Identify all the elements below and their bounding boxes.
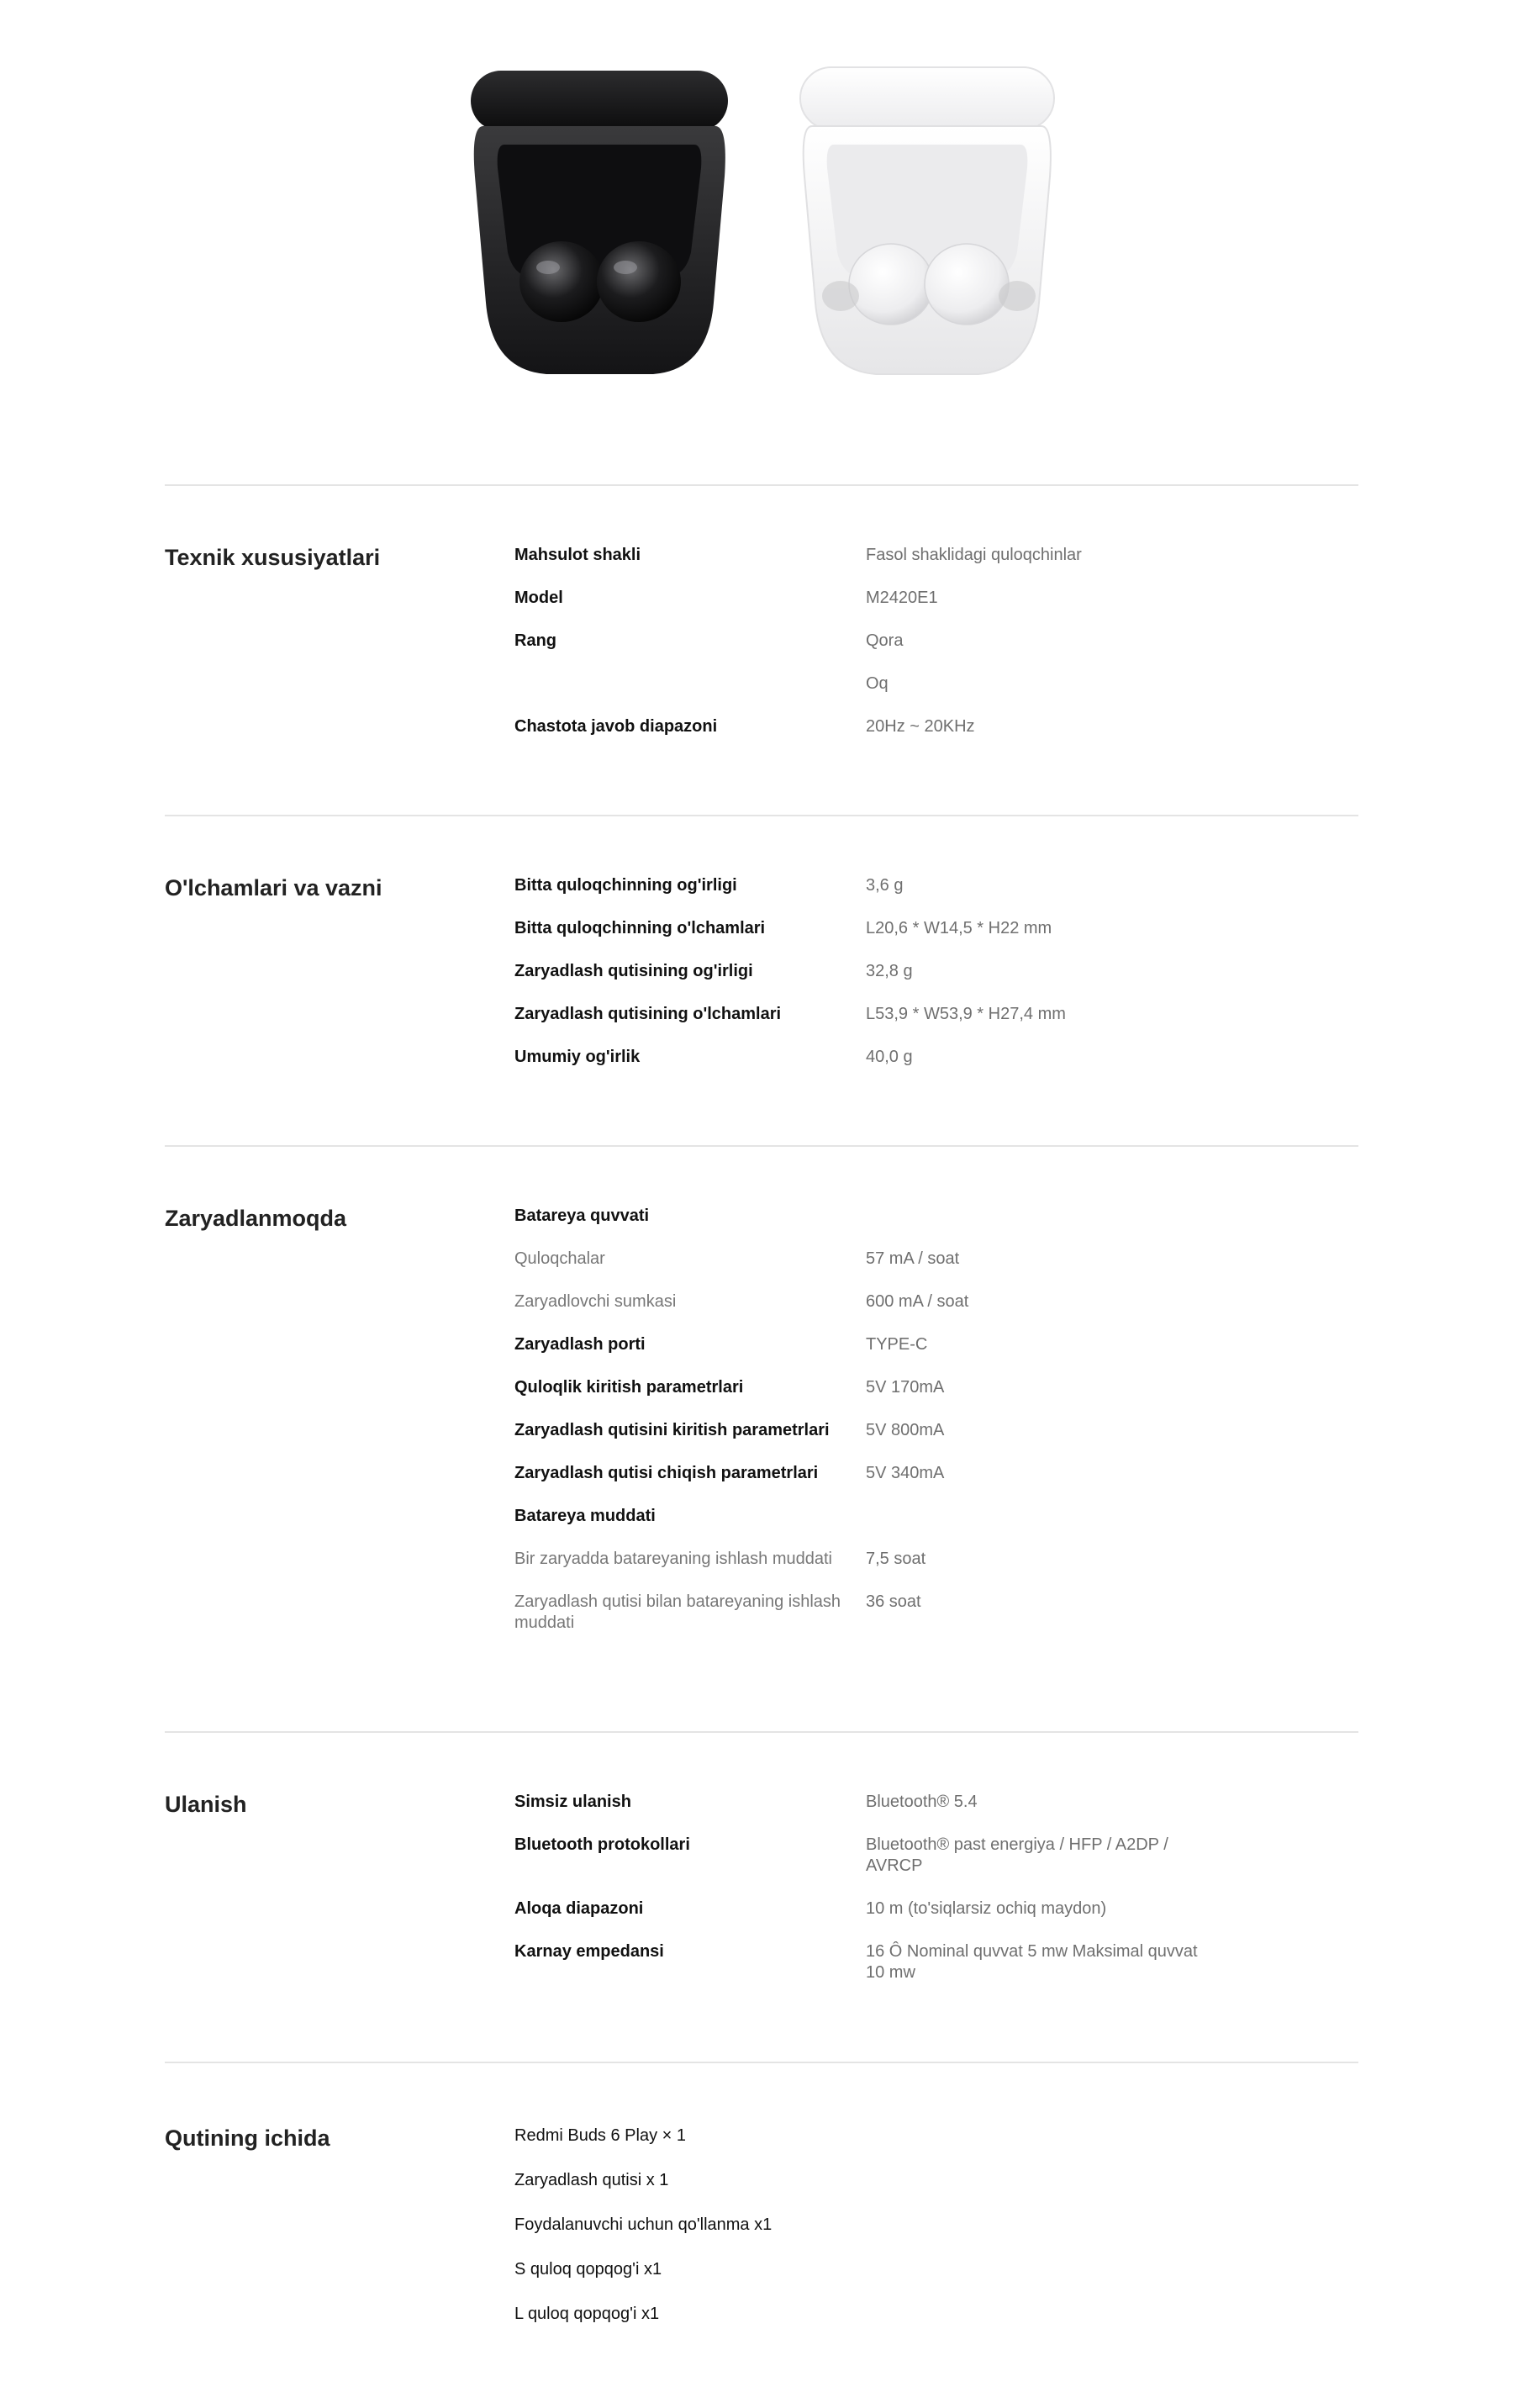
section-title: Texnik xususiyatlari [165,545,381,570]
spec-row [514,1792,1237,1813]
spec-label: Zaryadlash porti [514,1335,646,1354]
spec-list [514,545,1237,737]
spec-label: Model [514,589,563,607]
spec-row [514,631,1237,652]
spec-row [514,716,1237,737]
spec-row [514,545,1237,566]
spec-value: 5V 340mA [866,1464,945,1482]
spec-label: Zaryadlash qutisi chiqish parametrlari [514,1464,819,1482]
spec-label: Rang [514,631,556,650]
spec-label: Zaryadlash qutisining o'lchamlari [514,1005,782,1023]
spec-list [514,875,1237,1068]
spec-row [514,1592,1237,1634]
spec-value: Fasol shaklidagi quloqchinlar [866,546,1082,564]
spec-value: Bluetooth® 5.4 [866,1793,978,1811]
black-earbuds-case-icon [471,71,728,374]
spec-row [514,1506,1237,1527]
spec-value: 16 Ô Nominal quvvat 5 mw Maksimal quvvat 10 mw [866,1942,1198,1982]
spec-value: 7,5 soat [866,1550,926,1568]
spec-label: Bitta quloqchinning og'irligi [514,876,737,895]
spec-value: M2420E1 [866,589,938,607]
spec-value: 57 mA / soat [866,1249,960,1268]
spec-value: 20Hz ~ 20KHz [866,717,975,736]
list-item: S quloq qopqog'i x1 [514,2260,662,2279]
spec-row [514,1377,1237,1398]
spec-row [514,1206,1237,1227]
spec-value: Qora [866,631,904,650]
spec-value: L53,9 * W53,9 * H27,4 mm [866,1005,1066,1023]
spec-value: TYPE-C [866,1335,928,1354]
spec-row [514,1549,1237,1570]
spec-row [514,1463,1237,1484]
spec-label: Zaryadlash qutisi bilan batareyaning ishlash muddati [514,1592,841,1632]
box-contents-list [514,2125,1237,2348]
spec-label: Batareya muddati [514,1507,656,1525]
section-title: Qutining ichida [165,2125,330,2151]
spec-value: 600 mA / soat [866,1292,969,1311]
spec-label: Karnay empedansi [514,1942,664,1961]
spec-row [514,918,1237,939]
section-in-the-box [165,2062,1358,2323]
section-title: Ulanish [165,1792,247,1817]
spec-value: 32,8 g [866,962,913,980]
section-dimensions-weight [165,815,1358,1066]
earbuds-illustration [0,0,1524,471]
list-item: L quloq qopqog'i x1 [514,2305,660,2323]
list-item: Foydalanuvchi uchun qo'llanma x1 [514,2215,773,2234]
section-charging [165,1145,1358,1632]
spec-list [514,1206,1237,1634]
spec-row [514,1334,1237,1355]
section-title: Zaryadlanmoqda [165,1206,347,1231]
spec-row [514,1941,1237,1983]
list-item: Redmi Buds 6 Play × 1 [514,2126,686,2145]
white-earbuds-case-icon [800,67,1054,374]
spec-row [514,588,1237,609]
spec-value: 5V 800mA [866,1421,945,1439]
spec-row [514,875,1237,896]
spec-row [514,1004,1237,1025]
spec-label: Simsiz ulanish [514,1793,631,1811]
spec-row [514,1420,1237,1441]
spec-label: Bitta quloqchinning o'lchamlari [514,919,766,937]
spec-label: Chastota javob diapazoni [514,717,718,736]
spec-value: Oq [866,674,889,693]
spec-row [514,1249,1237,1270]
spec-label: Quloqchalar [514,1249,605,1268]
spec-row [514,1835,1237,1877]
spec-row [514,1898,1237,1920]
spec-value: 36 soat [866,1592,921,1611]
spec-value: 3,6 g [866,876,904,895]
spec-label: Batareya quvvati [514,1207,650,1225]
list-item: Zaryadlash qutisi x 1 [514,2171,669,2189]
spec-value: 5V 170mA [866,1378,945,1397]
spec-row [514,1047,1237,1068]
spec-label: Mahsulot shakli [514,546,641,564]
section-technical-specs [165,484,1358,736]
section-title: O'lchamlari va vazni [165,875,382,900]
spec-list [514,1792,1237,1983]
spec-label: Umumiy og'irlik [514,1048,641,1066]
spec-label: Zaryadlovchi sumkasi [514,1292,677,1311]
spec-label: Zaryadlash qutisining og'irligi [514,962,753,980]
spec-label: Bir zaryadda batareyaning ishlash muddati [514,1550,832,1568]
spec-row [514,1291,1237,1312]
spec-value: Bluetooth® past energiya / HFP / A2DP / AVRCP [866,1835,1168,1875]
spec-row [514,673,1237,694]
section-connectivity [165,1731,1358,1982]
spec-value: 10 m (to'siqlarsiz ochiq maydon) [866,1899,1107,1918]
hero-image [0,0,1524,471]
spec-label: Aloqa diapazoni [514,1899,644,1918]
spec-value: 40,0 g [866,1048,913,1066]
spec-label: Bluetooth protokollari [514,1835,690,1854]
spec-label: Zaryadlash qutisini kiritish parametrlari [514,1421,830,1439]
spec-value: L20,6 * W14,5 * H22 mm [866,919,1052,937]
spec-label: Quloqlik kiritish parametrlari [514,1378,744,1397]
spec-row [514,961,1237,982]
